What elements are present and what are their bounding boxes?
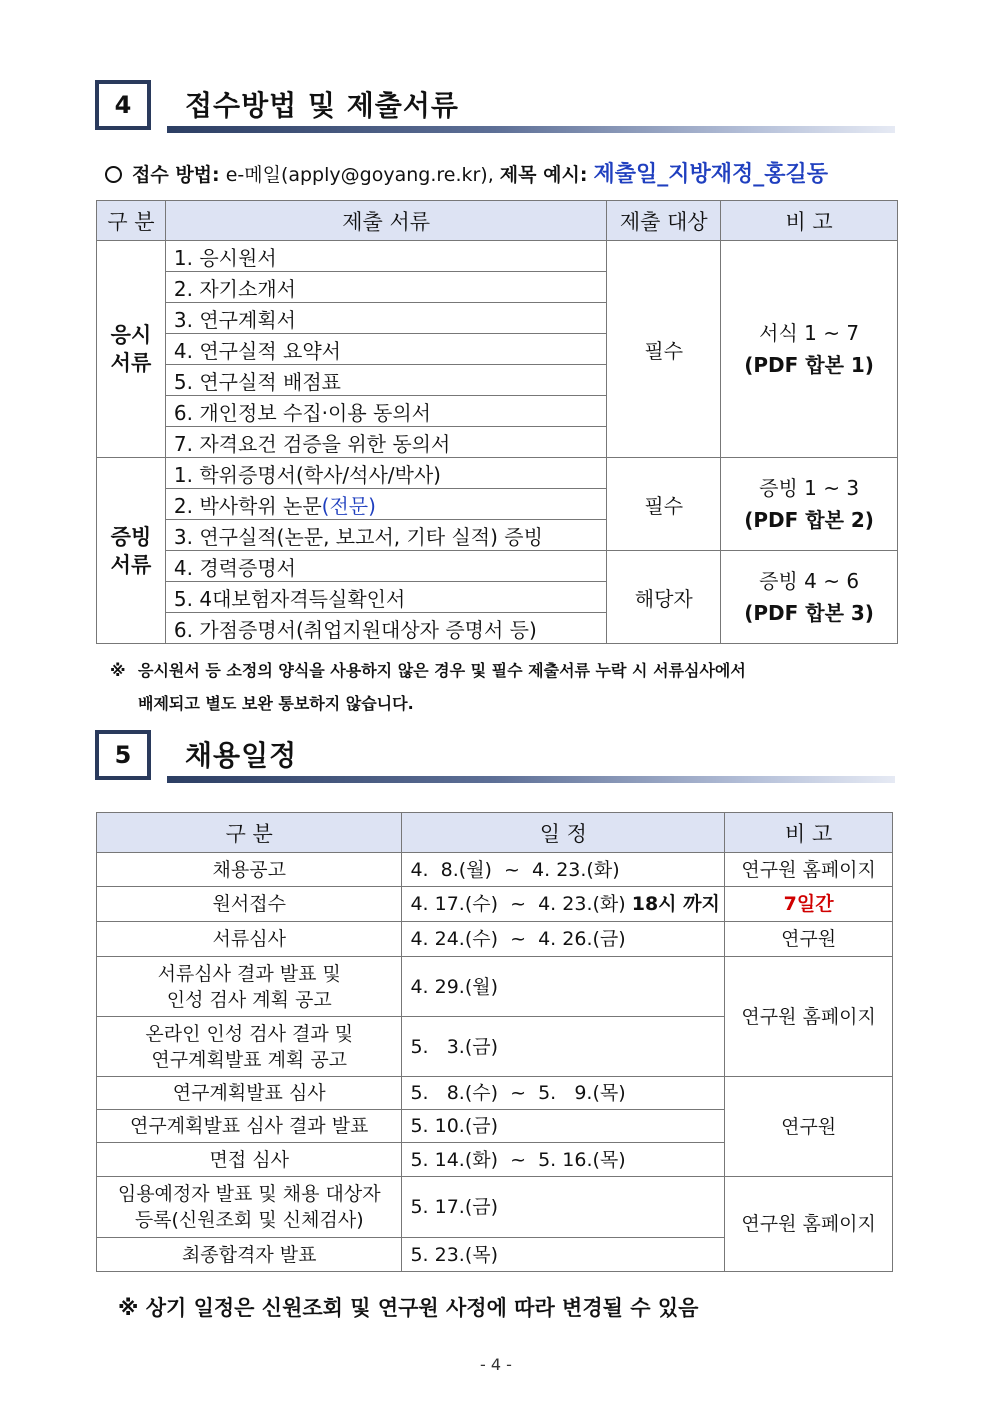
circle-bullet-icon xyxy=(105,166,122,183)
schedule-item: 연구계획발표 심사 결과 발표 xyxy=(97,1110,402,1143)
schedule-date: 4. 29.(월) xyxy=(402,957,725,1017)
warning-line: 배제되고 별도 보완 통보하지 않습니다. xyxy=(138,694,414,713)
category-evidence: 증빙 서류 xyxy=(97,458,166,644)
schedule-footnote: ※ 상기 일정은 신원조회 및 연구원 사정에 따라 변경될 수 있음 xyxy=(118,1296,699,1320)
header-note: 비 고 xyxy=(725,813,893,853)
documents-table xyxy=(96,200,898,644)
header-target: 제출 대상 xyxy=(607,201,721,241)
doc-item: 6. 가점증명서(취업지원대상자 증명서 등) xyxy=(165,613,606,644)
header-note: 비 고 xyxy=(721,201,898,241)
schedule-date: 4. 24.(수) ~ 4. 26.(금) xyxy=(402,922,725,957)
schedule-date: 4. 8.(월) ~ 4. 23.(화) xyxy=(402,853,725,887)
schedule-date: 5. 3.(금) xyxy=(402,1017,725,1077)
section-underline xyxy=(167,776,895,783)
header-date: 일 정 xyxy=(402,813,725,853)
schedule-date: 5. 14.(화) ~ 5. 16.(목) xyxy=(402,1143,725,1177)
doc-item: 4. 연구실적 요약서 xyxy=(165,334,606,365)
note-cell xyxy=(721,241,898,458)
method-value: e-메일(apply@goyang.re.kr), xyxy=(225,164,494,186)
note-line: 증빙 1 ~ 3 xyxy=(759,476,860,500)
schedule-note: 연구원 홈페이지 xyxy=(725,1177,893,1272)
doc-item: 1. 학위증명서(학사/석사/박사) xyxy=(165,458,606,489)
section-4-header xyxy=(95,80,895,136)
note-pdf: (PDF 합본 2) xyxy=(744,508,874,532)
doc-item: 3. 연구계획서 xyxy=(165,303,606,334)
method-label: 접수 방법: xyxy=(132,164,220,186)
section-number: 4 xyxy=(95,80,151,130)
doc-item: 2. 자기소개서 xyxy=(165,272,606,303)
schedule-note-highlight: 7일간 xyxy=(725,887,893,922)
schedule-note: 연구원 홈페이지 xyxy=(725,957,893,1077)
section-title: 채용일정 xyxy=(185,739,298,772)
schedule-note: 연구원 xyxy=(725,922,893,957)
schedule-table xyxy=(96,812,893,1272)
note-cell xyxy=(721,551,898,644)
note-pdf: (PDF 합본 1) xyxy=(744,353,874,377)
doc-item: 6. 개인정보 수집·이용 동의서 xyxy=(165,396,606,427)
schedule-item: 최종합격자 발표 xyxy=(97,1238,402,1272)
schedule-date: 5. 23.(목) xyxy=(402,1238,725,1272)
schedule-date: 5. 17.(금) xyxy=(402,1177,725,1238)
doc-item: 5. 4대보험자격득실확인서 xyxy=(165,582,606,613)
section-underline xyxy=(167,126,895,133)
doc-item: 2. 박사학위 논문(전문) xyxy=(165,489,606,520)
reference-mark: ※ xyxy=(110,661,126,680)
doc-item: 4. 경력증명서 xyxy=(165,551,606,582)
target-required: 필수 xyxy=(607,458,721,551)
section-5-header xyxy=(95,730,895,786)
page-number: - 4 - xyxy=(480,1355,512,1374)
target-required: 필수 xyxy=(607,241,721,458)
doc-item: 5. 연구실적 배점표 xyxy=(165,365,606,396)
note-cell xyxy=(721,458,898,551)
warning-note xyxy=(110,654,900,720)
header-item: 구 분 xyxy=(97,813,402,853)
note-line: 서식 1 ~ 7 xyxy=(759,321,860,345)
note-pdf: (PDF 합본 3) xyxy=(744,601,874,625)
schedule-item: 면접 심사 xyxy=(97,1143,402,1177)
section-number: 5 xyxy=(95,730,151,780)
schedule-date: 5. 10.(금) xyxy=(402,1110,725,1143)
schedule-note: 연구원 xyxy=(725,1077,893,1177)
category-application: 응시 서류 xyxy=(97,241,166,458)
deadline-time: 18시 까지 xyxy=(631,893,720,915)
schedule-item: 연구계획발표 심사 xyxy=(97,1077,402,1110)
schedule-item: 채용공고 xyxy=(97,853,402,887)
schedule-item: 온라인 인성 검사 결과 및 연구계획발표 계획 공고 xyxy=(97,1017,402,1077)
section-title: 접수방법 및 제출서류 xyxy=(185,89,459,122)
note-line: 증빙 4 ~ 6 xyxy=(759,569,860,593)
schedule-item: 서류심사 xyxy=(97,922,402,957)
schedule-item: 원서접수 xyxy=(97,887,402,922)
example-label: 제목 예시: xyxy=(499,164,588,186)
doc-item-suffix: (전문) xyxy=(321,493,376,518)
target-applicable: 해당자 xyxy=(607,551,721,644)
schedule-date: 4. 17.(수) ~ 4. 23.(화) 18시 까지 xyxy=(402,887,725,922)
doc-item: 1. 응시원서 xyxy=(165,241,606,272)
schedule-item: 임용예정자 발표 및 채용 대상자 등록(신원조회 및 신체검사) xyxy=(97,1177,402,1238)
schedule-item: 서류심사 결과 발표 및 인성 검사 계획 공고 xyxy=(97,957,402,1017)
header-category: 구 분 xyxy=(97,201,166,241)
schedule-date: 5. 8.(수) ~ 5. 9.(목) xyxy=(402,1077,725,1110)
header-documents: 제출 서류 xyxy=(165,201,606,241)
doc-item: 7. 자격요건 검증을 위한 동의서 xyxy=(165,427,606,458)
schedule-note: 연구원 홈페이지 xyxy=(725,853,893,887)
example-value: 제출일_지방재정_홍길동 xyxy=(593,162,829,187)
submission-method xyxy=(105,157,905,188)
doc-item: 3. 연구실적(논문, 보고서, 기타 실적) 증빙 xyxy=(165,520,606,551)
warning-line: 응시원서 등 소정의 양식을 사용하지 않은 경우 및 필수 제출서류 누락 시 서류심사에서 xyxy=(138,661,746,680)
